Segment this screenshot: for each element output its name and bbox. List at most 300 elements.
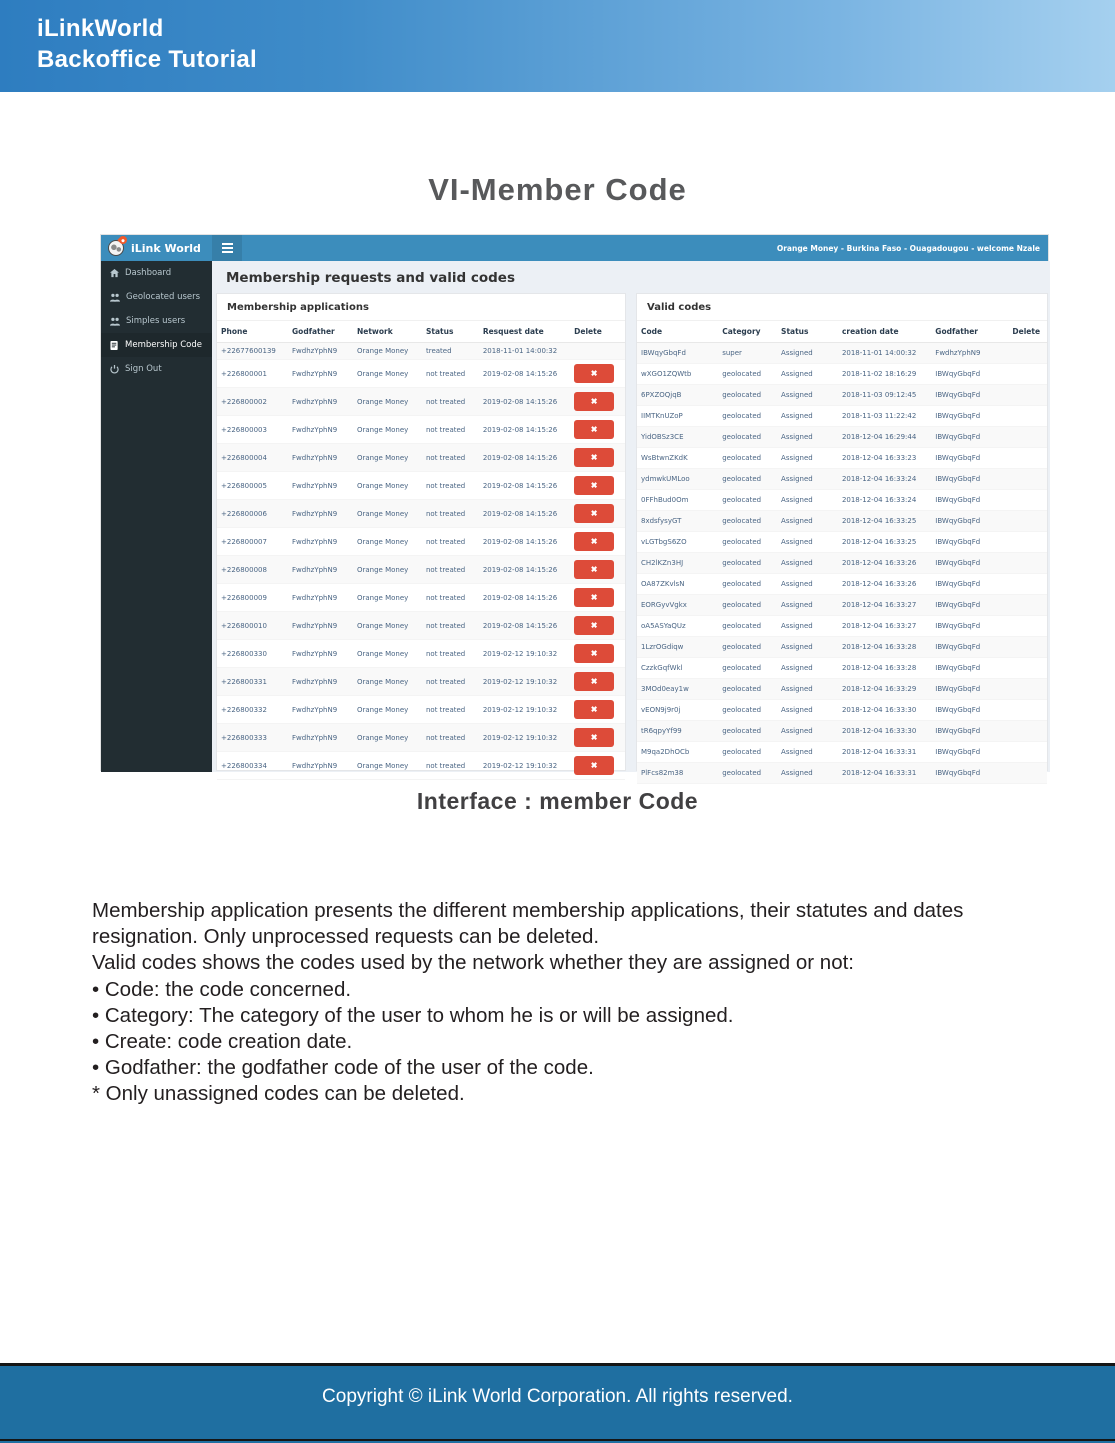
cell-network: Orange Money bbox=[353, 500, 422, 528]
cell-godfather: FwdhzYphN9 bbox=[288, 343, 353, 360]
menu-icon[interactable] bbox=[212, 235, 242, 261]
paragraph-line: • Code: the code concerned. bbox=[92, 977, 352, 1001]
cell-godfather: IBWqyGbqFd bbox=[931, 679, 1008, 700]
delete-button[interactable]: ✖ bbox=[574, 560, 614, 579]
cell-godfather: FwdhzYphN9 bbox=[288, 388, 353, 416]
delete-button[interactable]: ✖ bbox=[574, 756, 614, 775]
cell-delete bbox=[1008, 511, 1047, 532]
cell-phone: +226800007 bbox=[217, 528, 288, 556]
cell-delete bbox=[570, 388, 625, 416]
table-row bbox=[637, 616, 1047, 637]
cell-network: Orange Money bbox=[353, 612, 422, 640]
table-row bbox=[637, 595, 1047, 616]
cell-godfather: IBWqyGbqFd bbox=[931, 595, 1008, 616]
cell-godfather: IBWqyGbqFd bbox=[931, 700, 1008, 721]
cell-delete bbox=[1008, 532, 1047, 553]
cell-godfather: FwdhzYphN9 bbox=[288, 640, 353, 668]
cell-godfather: FwdhzYphN9 bbox=[288, 528, 353, 556]
cell-status: not treated bbox=[422, 612, 479, 640]
app-screenshot bbox=[100, 234, 1049, 777]
cell-date: 2018-12-04 16:33:24 bbox=[838, 469, 931, 490]
cell-status: not treated bbox=[422, 500, 479, 528]
cell-delete bbox=[1008, 616, 1047, 637]
brand-subtitle: Backoffice Tutorial bbox=[37, 46, 257, 73]
app-sidebar bbox=[101, 261, 212, 772]
cell-phone: +226800008 bbox=[217, 556, 288, 584]
delete-button[interactable]: ✖ bbox=[574, 504, 614, 523]
sidebar-item-label: Sign Out bbox=[125, 364, 162, 374]
cell-category: geolocated bbox=[718, 721, 777, 742]
cell-godfather: FwdhzYphN9 bbox=[288, 724, 353, 752]
cell-status: not treated bbox=[422, 360, 479, 388]
table-row bbox=[217, 528, 625, 556]
cell-date: 2019-02-08 14:15:26 bbox=[479, 360, 570, 388]
cell-status: not treated bbox=[422, 528, 479, 556]
delete-button[interactable]: ✖ bbox=[574, 644, 614, 663]
cell-network: Orange Money bbox=[353, 528, 422, 556]
sidebar-item-simples-users[interactable] bbox=[101, 309, 212, 333]
cell-godfather: IBWqyGbqFd bbox=[931, 532, 1008, 553]
cell-delete bbox=[1008, 742, 1047, 763]
membership-applications-table bbox=[217, 321, 625, 780]
paragraph-line: * Only unassigned codes can be deleted. bbox=[92, 1082, 465, 1106]
table-row bbox=[637, 700, 1047, 721]
membership-applications-panel bbox=[216, 293, 626, 771]
cell-category: geolocated bbox=[718, 700, 777, 721]
cell-code: PlFcs82m38 bbox=[637, 763, 718, 784]
cell-godfather: IBWqyGbqFd bbox=[931, 427, 1008, 448]
cell-date: 2019-02-08 14:15:26 bbox=[479, 500, 570, 528]
cell-code: WsBtwnZKdK bbox=[637, 448, 718, 469]
column-header: Phone bbox=[217, 321, 288, 343]
cell-network: Orange Money bbox=[353, 584, 422, 612]
table-row bbox=[217, 752, 625, 780]
cell-godfather: IBWqyGbqFd bbox=[931, 490, 1008, 511]
cell-date: 2018-12-04 16:33:30 bbox=[838, 721, 931, 742]
cell-date: 2019-02-12 19:10:32 bbox=[479, 696, 570, 724]
cell-status: Assigned bbox=[777, 532, 838, 553]
cell-code: vEON9j9r0j bbox=[637, 700, 718, 721]
body-paragraph bbox=[92, 898, 1052, 1108]
paragraph-line: • Godfather: the godfather code of the user of the code. bbox=[92, 1056, 594, 1080]
cell-network: Orange Money bbox=[353, 343, 422, 360]
cell-phone: +226800003 bbox=[217, 416, 288, 444]
cell-code: CH2lKZn3HJ bbox=[637, 553, 718, 574]
cell-status: not treated bbox=[422, 416, 479, 444]
cell-status: Assigned bbox=[777, 385, 838, 406]
cell-code: wXGO1ZQWtb bbox=[637, 364, 718, 385]
cell-network: Orange Money bbox=[353, 556, 422, 584]
cell-code: vLGTbgS6ZO bbox=[637, 532, 718, 553]
cell-phone: +226800330 bbox=[217, 640, 288, 668]
cell-date: 2018-11-03 11:22:42 bbox=[838, 406, 931, 427]
cell-status: not treated bbox=[422, 640, 479, 668]
users-icon bbox=[110, 293, 120, 302]
cell-status: Assigned bbox=[777, 511, 838, 532]
cell-category: geolocated bbox=[718, 490, 777, 511]
cell-date: 2018-12-04 16:33:26 bbox=[838, 574, 931, 595]
cell-delete bbox=[1008, 490, 1047, 511]
cell-category: geolocated bbox=[718, 364, 777, 385]
brand-title: iLinkWorld bbox=[37, 15, 164, 42]
footer-divider bbox=[0, 1439, 1115, 1441]
cell-date: 2019-02-08 14:15:26 bbox=[479, 556, 570, 584]
table-row bbox=[217, 388, 625, 416]
cell-delete bbox=[570, 752, 625, 780]
cell-code: IIMTKnUZoP bbox=[637, 406, 718, 427]
cell-delete bbox=[570, 696, 625, 724]
cell-status: not treated bbox=[422, 724, 479, 752]
table-row bbox=[217, 556, 625, 584]
table-row bbox=[637, 343, 1047, 364]
column-header: Godfather bbox=[931, 321, 1008, 343]
table-row bbox=[217, 696, 625, 724]
cell-delete bbox=[1008, 595, 1047, 616]
delete-button[interactable]: ✖ bbox=[574, 728, 614, 747]
cell-godfather: IBWqyGbqFd bbox=[931, 637, 1008, 658]
cell-date: 2018-12-04 16:33:24 bbox=[838, 490, 931, 511]
delete-button[interactable]: ✖ bbox=[574, 588, 614, 607]
column-header: Godfather bbox=[288, 321, 353, 343]
app-content bbox=[212, 261, 1050, 777]
section-title: VI-Member Code bbox=[428, 172, 687, 207]
cell-phone: +226800002 bbox=[217, 388, 288, 416]
cell-status: Assigned bbox=[777, 763, 838, 784]
cell-status: Assigned bbox=[777, 364, 838, 385]
cell-category: geolocated bbox=[718, 742, 777, 763]
cell-godfather: FwdhzYphN9 bbox=[288, 696, 353, 724]
cell-phone: +226800006 bbox=[217, 500, 288, 528]
table-row bbox=[217, 668, 625, 696]
cell-date: 2019-02-12 19:10:32 bbox=[479, 640, 570, 668]
column-header: Status bbox=[422, 321, 479, 343]
cell-phone: +226800005 bbox=[217, 472, 288, 500]
cell-delete bbox=[1008, 406, 1047, 427]
table-row bbox=[637, 427, 1047, 448]
cell-date: 2018-11-03 09:12:45 bbox=[838, 385, 931, 406]
cell-date: 2018-12-04 16:33:28 bbox=[838, 637, 931, 658]
cell-delete bbox=[1008, 469, 1047, 490]
cell-godfather: FwdhzYphN9 bbox=[288, 584, 353, 612]
cell-delete bbox=[1008, 679, 1047, 700]
table-row bbox=[637, 448, 1047, 469]
cell-status: Assigned bbox=[777, 742, 838, 763]
cell-status: not treated bbox=[422, 556, 479, 584]
sidebar-item-label: Geolocated users bbox=[126, 292, 201, 302]
table-row bbox=[637, 364, 1047, 385]
cell-godfather: IBWqyGbqFd bbox=[931, 616, 1008, 637]
table-row bbox=[637, 742, 1047, 763]
cell-code: 8xdsfysyGT bbox=[637, 511, 718, 532]
cell-phone: +226800009 bbox=[217, 584, 288, 612]
cell-godfather: IBWqyGbqFd bbox=[931, 658, 1008, 679]
table-row bbox=[637, 406, 1047, 427]
cell-date: 2019-02-08 14:15:26 bbox=[479, 388, 570, 416]
cell-category: geolocated bbox=[718, 469, 777, 490]
column-header: Category bbox=[718, 321, 777, 343]
cell-status: Assigned bbox=[777, 574, 838, 595]
table-row bbox=[637, 532, 1047, 553]
cell-date: 2018-12-04 16:33:27 bbox=[838, 595, 931, 616]
cell-category: geolocated bbox=[718, 616, 777, 637]
cell-category: geolocated bbox=[718, 406, 777, 427]
cell-status: Assigned bbox=[777, 721, 838, 742]
cell-date: 2018-12-04 16:33:29 bbox=[838, 679, 931, 700]
column-header: Network bbox=[353, 321, 422, 343]
cell-network: Orange Money bbox=[353, 472, 422, 500]
cell-godfather: IBWqyGbqFd bbox=[931, 721, 1008, 742]
cell-godfather: IBWqyGbqFd bbox=[931, 742, 1008, 763]
cell-category: geolocated bbox=[718, 574, 777, 595]
cell-status: Assigned bbox=[777, 700, 838, 721]
table-row bbox=[217, 444, 625, 472]
cell-status: not treated bbox=[422, 388, 479, 416]
cell-godfather: IBWqyGbqFd bbox=[931, 763, 1008, 784]
delete-button[interactable]: ✖ bbox=[574, 476, 614, 495]
cell-date: 2019-02-08 14:15:26 bbox=[479, 416, 570, 444]
cell-godfather: FwdhzYphN9 bbox=[288, 556, 353, 584]
cell-status: Assigned bbox=[777, 616, 838, 637]
cell-network: Orange Money bbox=[353, 416, 422, 444]
cell-phone: +22677600139 bbox=[217, 343, 288, 360]
table-row bbox=[637, 658, 1047, 679]
app-topbar bbox=[101, 235, 1048, 261]
cell-godfather: FwdhzYphN9 bbox=[288, 612, 353, 640]
cell-delete bbox=[1008, 448, 1047, 469]
table-row bbox=[217, 416, 625, 444]
cell-phone: +226800010 bbox=[217, 612, 288, 640]
users-icon bbox=[110, 317, 120, 326]
cell-code: ydmwkUMLoo bbox=[637, 469, 718, 490]
cell-date: 2019-02-08 14:15:26 bbox=[479, 528, 570, 556]
cell-date: 2019-02-08 14:15:26 bbox=[479, 472, 570, 500]
cell-godfather: FwdhzYphN9 bbox=[288, 500, 353, 528]
table-row bbox=[637, 763, 1047, 784]
cell-category: geolocated bbox=[718, 679, 777, 700]
sidebar-item-geolocated-users[interactable] bbox=[101, 285, 212, 309]
delete-button[interactable]: ✖ bbox=[574, 672, 614, 691]
cell-date: 2018-12-04 16:33:28 bbox=[838, 658, 931, 679]
sidebar-item-dashboard[interactable] bbox=[101, 261, 212, 285]
cell-date: 2019-02-12 19:10:32 bbox=[479, 752, 570, 780]
table-row bbox=[217, 472, 625, 500]
cell-date: 2018-12-04 16:33:31 bbox=[838, 742, 931, 763]
cell-delete bbox=[1008, 658, 1047, 679]
cell-code: OA87ZKvlsN bbox=[637, 574, 718, 595]
topbar-user-info: Orange Money - Burkina Faso - Ouagadougou - welcome Nzale bbox=[776, 243, 1040, 253]
document-footer bbox=[0, 1363, 1115, 1443]
table-row bbox=[637, 511, 1047, 532]
cell-delete bbox=[1008, 427, 1047, 448]
cell-code: IBWqyGbqFd bbox=[637, 343, 718, 364]
table-row bbox=[217, 724, 625, 752]
cell-network: Orange Money bbox=[353, 752, 422, 780]
delete-button[interactable]: ✖ bbox=[574, 364, 614, 383]
cell-godfather: IBWqyGbqFd bbox=[931, 574, 1008, 595]
cell-code: 0FFhBud0Om bbox=[637, 490, 718, 511]
cell-network: Orange Money bbox=[353, 444, 422, 472]
sidebar-item-label: Membership Code bbox=[125, 340, 202, 350]
cell-category: geolocated bbox=[718, 595, 777, 616]
cell-status: Assigned bbox=[777, 469, 838, 490]
cell-status: not treated bbox=[422, 444, 479, 472]
cell-delete bbox=[1008, 553, 1047, 574]
cell-date: 2019-02-08 14:15:26 bbox=[479, 612, 570, 640]
cell-code: YidOBSz3CE bbox=[637, 427, 718, 448]
column-header: Delete bbox=[570, 321, 625, 343]
cell-status: Assigned bbox=[777, 490, 838, 511]
cell-network: Orange Money bbox=[353, 360, 422, 388]
cell-status: Assigned bbox=[777, 637, 838, 658]
delete-button[interactable]: ✖ bbox=[574, 616, 614, 635]
delete-button[interactable]: ✖ bbox=[574, 392, 614, 411]
cell-status: Assigned bbox=[777, 553, 838, 574]
app-brand[interactable] bbox=[101, 235, 212, 261]
cell-godfather: IBWqyGbqFd bbox=[931, 448, 1008, 469]
column-header: Resquest date bbox=[479, 321, 570, 343]
table-row bbox=[217, 612, 625, 640]
table-row bbox=[217, 640, 625, 668]
table-row bbox=[637, 553, 1047, 574]
paragraph-line: Membership application presents the different membership applications, their statutes and dates bbox=[92, 899, 964, 922]
cell-status: Assigned bbox=[777, 595, 838, 616]
delete-button[interactable]: ✖ bbox=[574, 448, 614, 467]
cell-category: geolocated bbox=[718, 385, 777, 406]
cell-code: EORGyvVgkx bbox=[637, 595, 718, 616]
copyright-text: Copyright © iLink World Corporation. All rights reserved. bbox=[322, 1386, 793, 1407]
cell-status: Assigned bbox=[777, 427, 838, 448]
delete-button[interactable]: ✖ bbox=[574, 700, 614, 719]
paragraph-line: Valid codes shows the codes used by the network whether they are assigned or not: bbox=[92, 951, 854, 975]
cell-date: 2019-02-12 19:10:32 bbox=[479, 668, 570, 696]
cell-status: Assigned bbox=[777, 658, 838, 679]
sidebar-item-label: Dashboard bbox=[125, 268, 172, 278]
cell-delete bbox=[570, 416, 625, 444]
cell-category: geolocated bbox=[718, 637, 777, 658]
column-header: creation date bbox=[838, 321, 931, 343]
cell-status: Assigned bbox=[777, 448, 838, 469]
cell-status: not treated bbox=[422, 668, 479, 696]
table-row bbox=[637, 637, 1047, 658]
paragraph-line: • Create: code creation date. bbox=[92, 1030, 353, 1054]
cell-godfather: FwdhzYphN9 bbox=[288, 360, 353, 388]
cell-godfather: IBWqyGbqFd bbox=[931, 364, 1008, 385]
cell-delete bbox=[570, 724, 625, 752]
table-row bbox=[217, 500, 625, 528]
cell-date: 2018-11-01 14:00:32 bbox=[479, 343, 570, 360]
cell-godfather: IBWqyGbqFd bbox=[931, 469, 1008, 490]
cell-delete bbox=[570, 668, 625, 696]
column-header: Delete bbox=[1008, 321, 1047, 343]
cell-godfather: FwdhzYphN9 bbox=[288, 444, 353, 472]
table-row bbox=[637, 574, 1047, 595]
cell-network: Orange Money bbox=[353, 640, 422, 668]
app-brand-label: iLink World bbox=[131, 241, 201, 255]
cell-status: not treated bbox=[422, 696, 479, 724]
cell-date: 2019-02-08 14:15:26 bbox=[479, 444, 570, 472]
cell-category: geolocated bbox=[718, 763, 777, 784]
cell-category: geolocated bbox=[718, 532, 777, 553]
panel-title: Membership applications bbox=[217, 294, 625, 321]
delete-button[interactable]: ✖ bbox=[574, 420, 614, 439]
column-header: Code bbox=[637, 321, 718, 343]
table-row bbox=[637, 721, 1047, 742]
cell-category: super bbox=[718, 343, 777, 364]
valid-codes-panel bbox=[636, 293, 1048, 777]
table-row bbox=[217, 343, 625, 360]
cell-phone: +226800334 bbox=[217, 752, 288, 780]
cell-code: oA5ASYaQUz bbox=[637, 616, 718, 637]
cell-category: geolocated bbox=[718, 553, 777, 574]
column-header: Status bbox=[777, 321, 838, 343]
cell-godfather: IBWqyGbqFd bbox=[931, 385, 1008, 406]
cell-date: 2018-12-04 16:29:44 bbox=[838, 427, 931, 448]
cell-date: 2018-12-04 16:33:26 bbox=[838, 553, 931, 574]
cell-delete bbox=[570, 500, 625, 528]
page-heading: Membership requests and valid codes bbox=[226, 270, 515, 286]
cell-delete bbox=[1008, 385, 1047, 406]
cell-delete bbox=[570, 584, 625, 612]
cell-delete bbox=[1008, 574, 1047, 595]
cell-date: 2018-11-01 14:00:32 bbox=[838, 343, 931, 364]
card-icon bbox=[110, 341, 119, 350]
cell-category: geolocated bbox=[718, 658, 777, 679]
cell-date: 2018-12-04 16:33:30 bbox=[838, 700, 931, 721]
cell-date: 2018-12-04 16:33:25 bbox=[838, 532, 931, 553]
cell-date: 2018-12-04 16:33:23 bbox=[838, 448, 931, 469]
table-row bbox=[217, 584, 625, 612]
cell-code: 1LzrOGdiqw bbox=[637, 637, 718, 658]
cell-delete bbox=[1008, 763, 1047, 784]
cell-code: 3MOd0eay1w bbox=[637, 679, 718, 700]
sidebar-item-label: Simples users bbox=[126, 316, 186, 326]
cell-godfather: IBWqyGbqFd bbox=[931, 511, 1008, 532]
cell-godfather: FwdhzYphN9 bbox=[288, 472, 353, 500]
cell-network: Orange Money bbox=[353, 724, 422, 752]
cell-code: tR6qpyYf99 bbox=[637, 721, 718, 742]
cell-network: Orange Money bbox=[353, 696, 422, 724]
cell-godfather: FwdhzYphN9 bbox=[931, 343, 1008, 364]
cell-godfather: IBWqyGbqFd bbox=[931, 553, 1008, 574]
sidebar-item-membership-code[interactable] bbox=[101, 333, 212, 357]
cell-delete bbox=[1008, 721, 1047, 742]
cell-delete bbox=[570, 640, 625, 668]
cell-status: not treated bbox=[422, 472, 479, 500]
cell-date: 2018-11-02 18:16:29 bbox=[838, 364, 931, 385]
cell-status: Assigned bbox=[777, 679, 838, 700]
table-row bbox=[217, 360, 625, 388]
cell-delete bbox=[1008, 343, 1047, 364]
cell-date: 2018-12-04 16:33:27 bbox=[838, 616, 931, 637]
cell-godfather: FwdhzYphN9 bbox=[288, 416, 353, 444]
cell-category: geolocated bbox=[718, 448, 777, 469]
cell-godfather: IBWqyGbqFd bbox=[931, 406, 1008, 427]
cell-category: geolocated bbox=[718, 427, 777, 448]
cell-date: 2018-12-04 16:33:25 bbox=[838, 511, 931, 532]
table-row bbox=[637, 679, 1047, 700]
valid-codes-table bbox=[637, 321, 1047, 784]
cell-date: 2019-02-08 14:15:26 bbox=[479, 584, 570, 612]
cell-godfather: FwdhzYphN9 bbox=[288, 752, 353, 780]
cell-delete bbox=[570, 343, 625, 360]
cell-status: Assigned bbox=[777, 343, 838, 364]
table-row bbox=[637, 490, 1047, 511]
table-row bbox=[637, 469, 1047, 490]
sidebar-item-sign-out[interactable] bbox=[101, 357, 212, 381]
document-header-banner bbox=[0, 0, 1115, 92]
delete-button[interactable]: ✖ bbox=[574, 532, 614, 551]
table-row bbox=[637, 385, 1047, 406]
